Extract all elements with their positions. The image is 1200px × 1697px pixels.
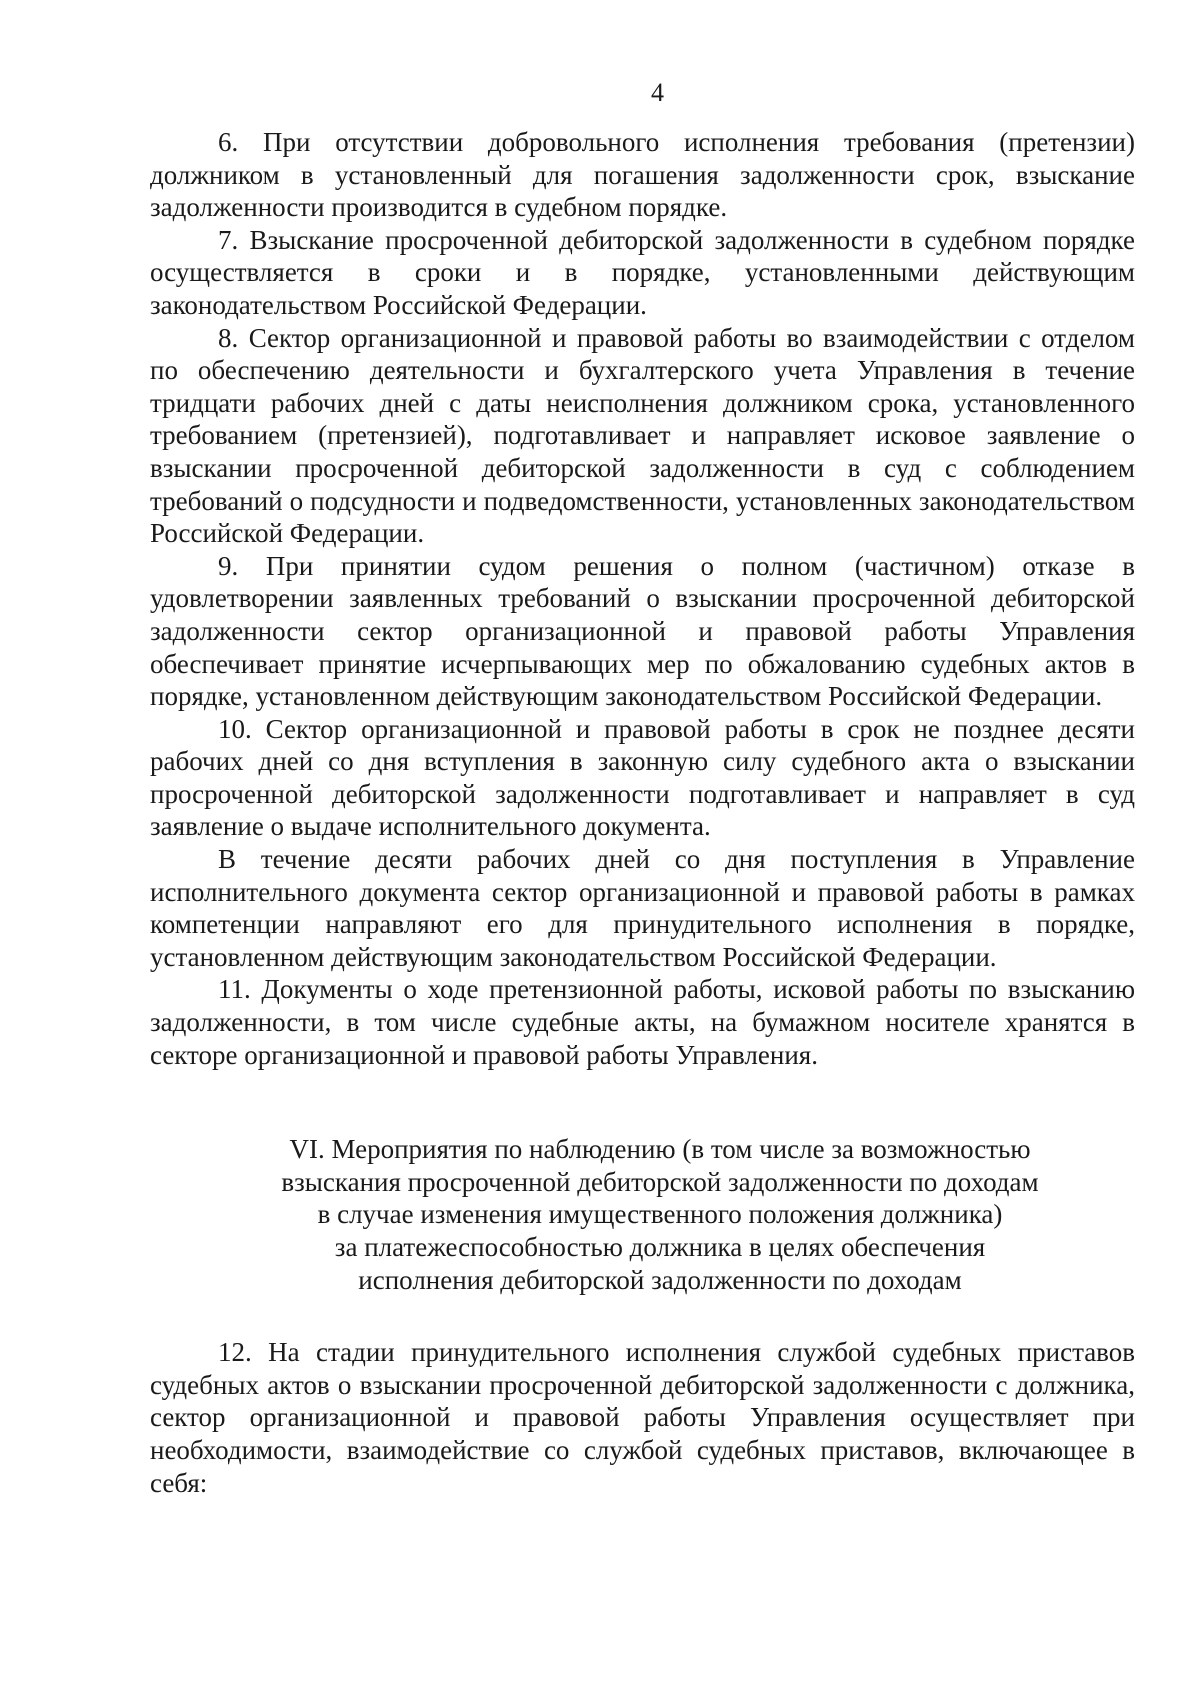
section-title-line: в случае изменения имущественного положения должника)	[317, 1199, 1003, 1230]
paragraph-9: 9. При принятии судом решения о полном (частичном) отказе в удовлетворении заявленных требований о взыскании просроченной дебиторской задолженности сектор организационной и правовой работы Управления обеспечивает принятие исчерпывающих мер по обжалованию судебных актов в порядке, установленном действующим законодательством Российской Федерации.	[150, 550, 1135, 712]
document-page	[150, 78, 1135, 1668]
paragraph-8: 8. Сектор организационной и правовой работы во взаимодействии с отделом по обеспечению деятельности и бухгалтерского учета Управления в течение тридцати рабочих дней с даты неисполнения должником срока, установленного требованием (претензией), подготавливает и направляет исковое заявление о взыскании просроченной дебиторской задолженности в суд с соблюдением требований о подсудности и подведомственности, установленных законодательством Российской Федерации.	[150, 322, 1135, 549]
paragraph-7: 7. Взыскание просроченной дебиторской задолженности в судебном порядке осуществляется в сроки и в порядке, установленными действующим законодательством Российской Федерации.	[150, 224, 1135, 320]
paragraph-10: 10. Сектор организационной и правовой работы в срок не позднее десяти рабочих дней со дня вступления в законную силу судебного акта о взыскании просроченной дебиторской задолженности подготавливает и направляет в суд заявление о выдаче исполнительного документа.	[150, 713, 1135, 842]
paragraph-12: 12. На стадии принудительного исполнения службой судебных приставов судебных актов о взыскании просроченной дебиторской задолженности с должника, сектор организационной и правовой работы Управления осуществляет при необходимости, взаимодействие со службой судебных приставов, включающее в себя:	[150, 1337, 1135, 1498]
section-spacer	[150, 1296, 1135, 1336]
page-number: 4	[651, 78, 664, 107]
paragraph-11: 11. Документы о ходе претензионной работы, исковой работы по взысканию задолженности, в том числе судебные акты, на бумажном носителе хранятся в секторе организационной и правовой работы Управления.	[150, 974, 1135, 1070]
section-title	[185, 1133, 1135, 1296]
section-title-line: VI. Мероприятия по наблюдению (в том числе за возможностью	[289, 1134, 1031, 1165]
paragraph-6: 6. При отсутствии добровольного исполнения требования (претензии) должником в установленный для погашения задолженности срок, взыскание задолженности производится в судебном порядке.	[150, 127, 1135, 223]
section-spacer	[150, 1071, 1135, 1133]
section-title-line: за платежеспособностью должника в целях обеспечения	[334, 1232, 986, 1262]
paragraph-10-continued: В течение десяти рабочих дней со дня поступления в Управление исполнительного документа сектор организационной и правовой работы в рамках компетенции направляют его для принудительного исполнения в порядке, установленном действующим законодательством Российской Федерации.	[150, 844, 1135, 972]
section-title-line: взыскания просроченной дебиторской задолженности по доходам	[281, 1166, 1039, 1197]
section-title-line: исполнения дебиторской задолженности по доходам	[358, 1264, 962, 1295]
